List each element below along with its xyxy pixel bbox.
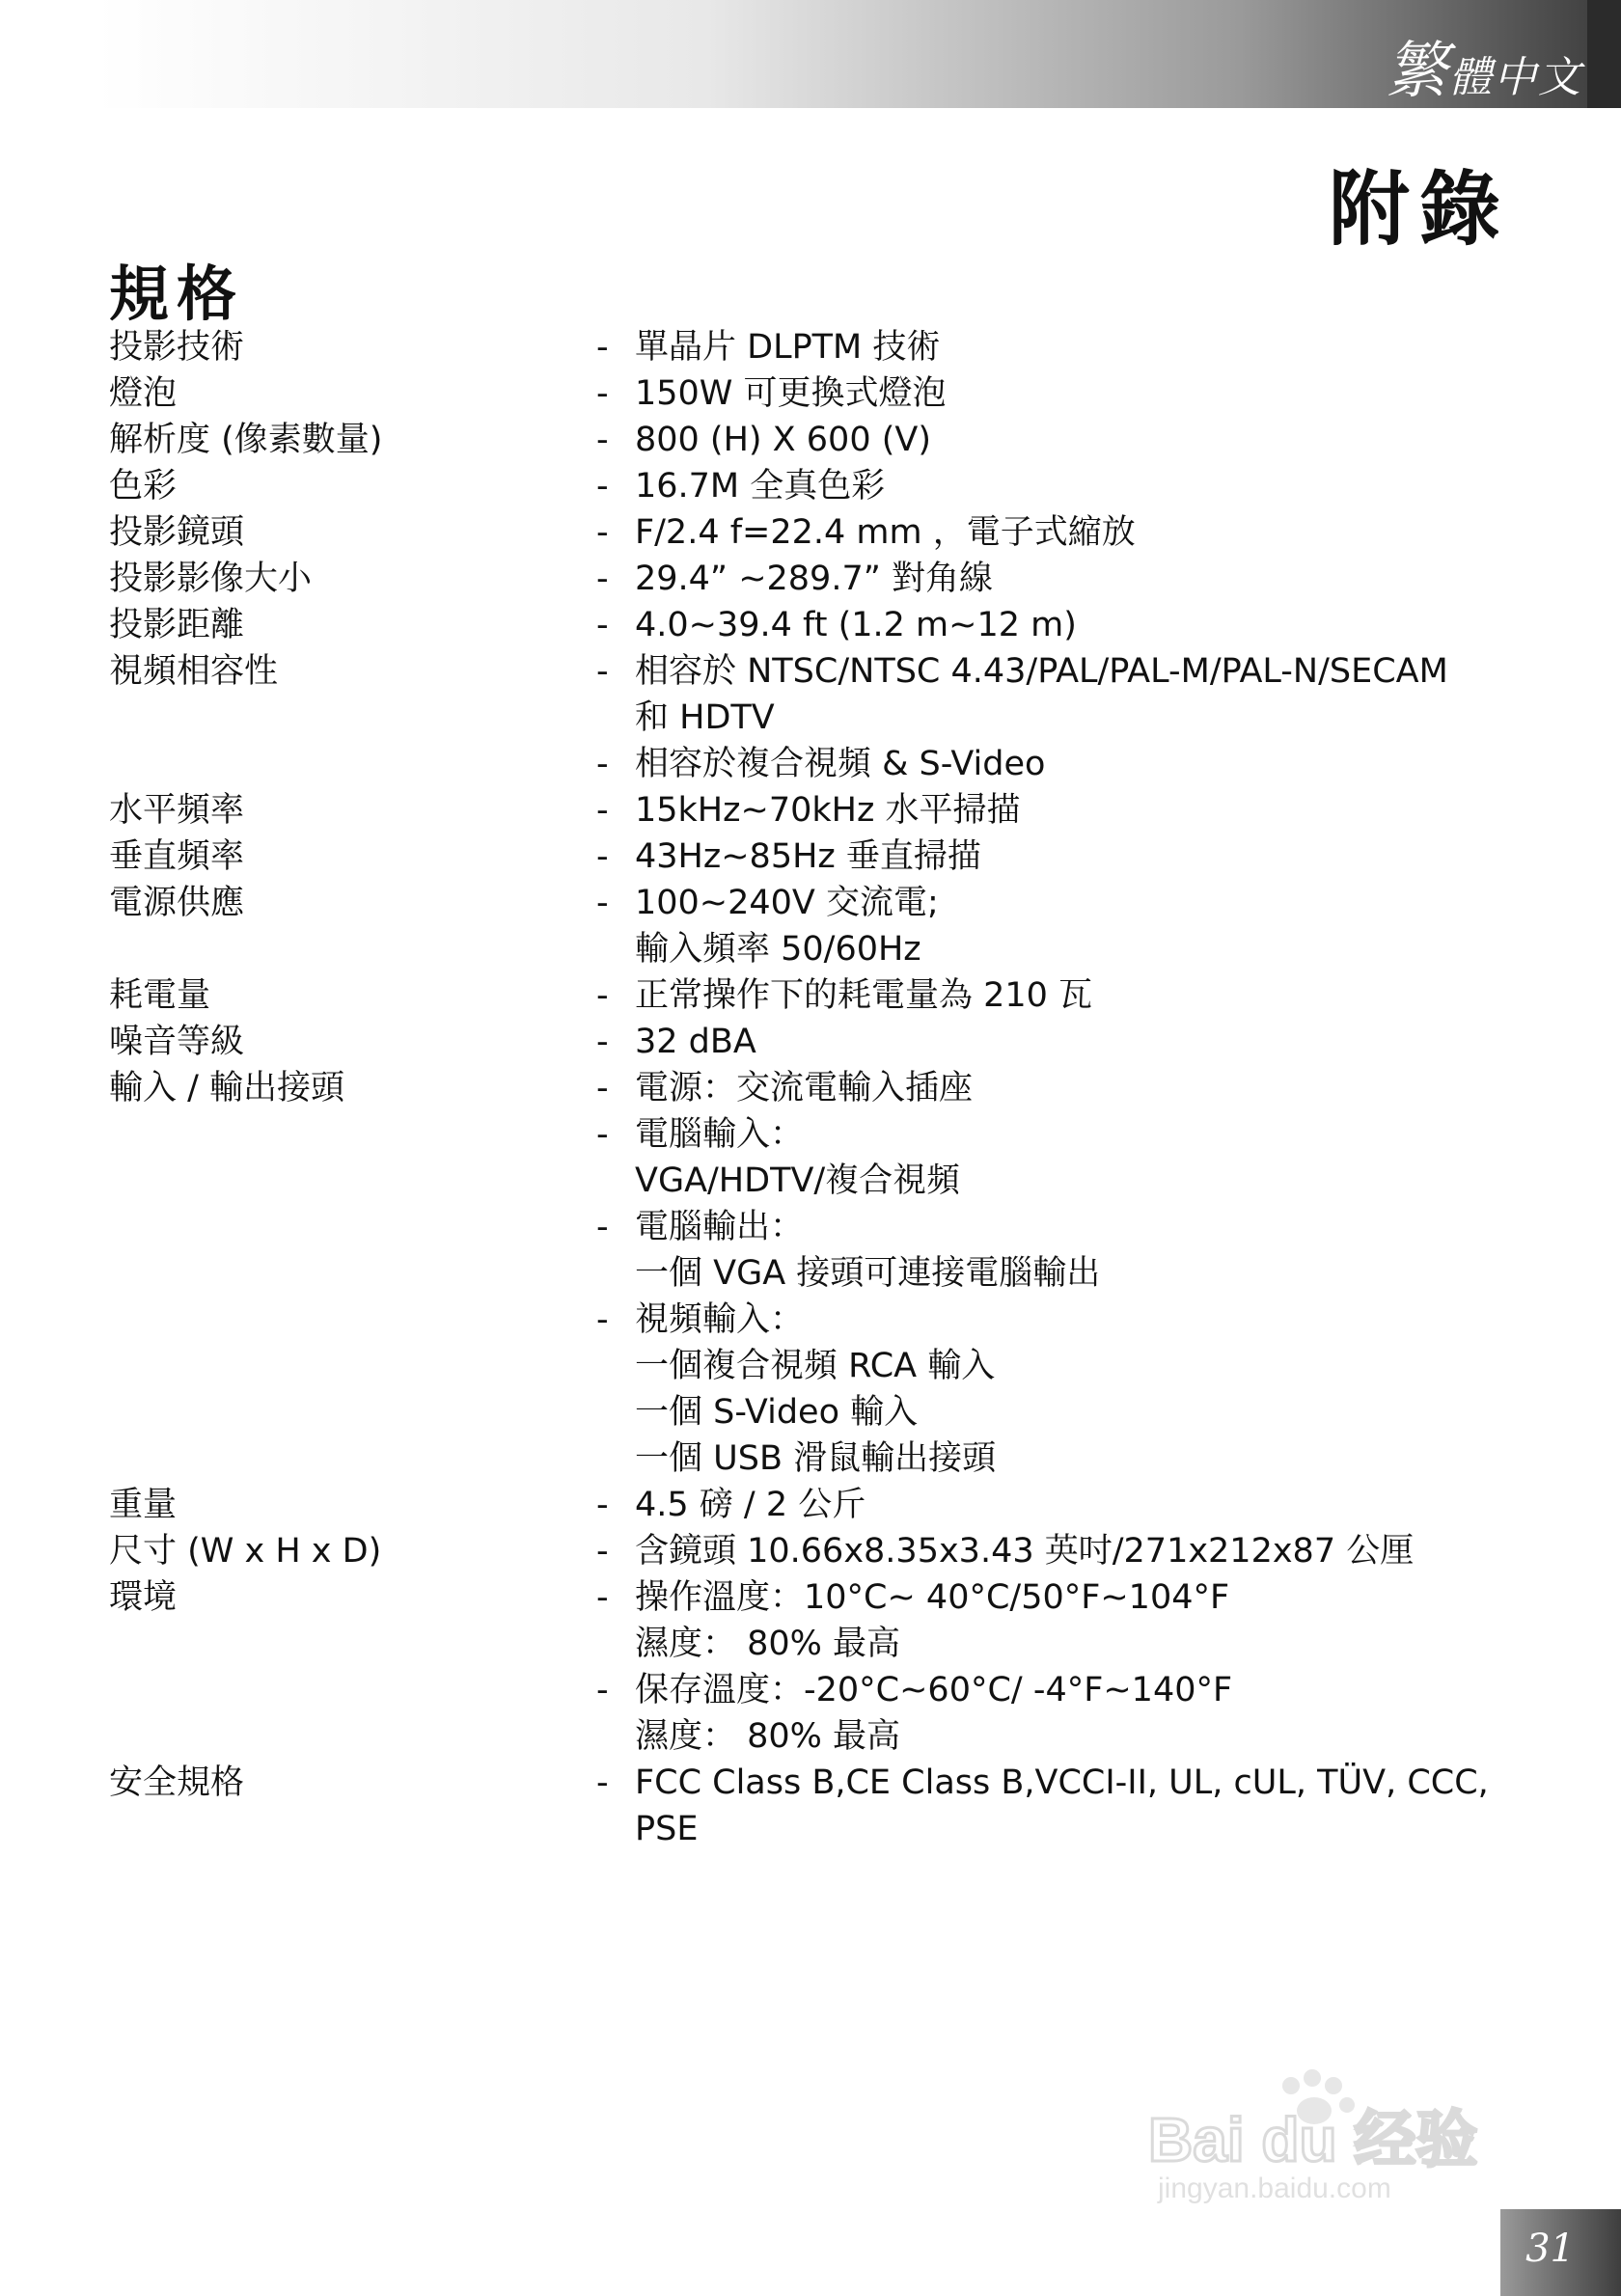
spec-value-text: 150W 可更換式燈泡 (635, 374, 947, 413)
spec-value-item (596, 1574, 1518, 1621)
spec-row (109, 1019, 1518, 1065)
spec-label: 噪音等級 (109, 1023, 245, 1061)
spec-label: 投影鏡頭 (109, 513, 245, 552)
spec-value-continuation: 一個 S-Video 輸入 (635, 1393, 919, 1432)
spec-row (109, 370, 1518, 417)
spec-row (109, 1065, 1518, 1482)
spec-label: 解析度 (像素數量) (109, 421, 383, 459)
spec-row (109, 1574, 1518, 1760)
dash-marker: - (596, 1115, 609, 1154)
spec-value-text: 單晶片 DLPTM 技術 (635, 328, 941, 367)
spec-label: 輸入 / 輸出接頭 (109, 1069, 345, 1107)
dash-marker: - (596, 1763, 609, 1802)
dash-marker: - (596, 467, 609, 506)
spec-value-text: 43Hz~85Hz 垂直掃描 (635, 837, 981, 876)
spec-value-text: 4.5 磅 / 2 公斤 (635, 1486, 866, 1524)
spec-values (596, 880, 1518, 972)
spec-value-text: 電腦輸出： (635, 1208, 805, 1246)
spec-value-text: 相容於 NTSC/NTSC 4.43/PAL/PAL-M/PAL-N/SECAM (635, 652, 1448, 691)
spec-value-continuation: 一個 VGA 接頭可連接電腦輸出 (635, 1254, 1101, 1293)
spec-value-text: 電源：交流電輸入插座 (635, 1069, 974, 1107)
spec-value-text: 操作溫度：10°C~ 40°C/50°F~104°F (635, 1578, 1230, 1617)
spec-row (109, 834, 1518, 880)
spec-values (596, 370, 1518, 417)
dash-marker: - (596, 1208, 609, 1246)
language-label (1386, 21, 1582, 110)
spec-value-item (596, 602, 1518, 648)
section-title: 規格 (109, 259, 245, 329)
dash-marker: - (596, 513, 609, 552)
appendix-title: 附錄 (1328, 162, 1510, 257)
dash-marker: - (596, 328, 609, 367)
spec-values (596, 1760, 1518, 1852)
spec-label: 重量 (109, 1486, 178, 1524)
spec-row (109, 602, 1518, 648)
spec-value-text: FCC Class B,CE Class B,VCCI-II, UL, cUL, TÜV, CCC, (635, 1763, 1489, 1802)
spec-values (596, 1528, 1518, 1574)
dash-marker: - (596, 1069, 609, 1107)
spec-values (596, 1019, 1518, 1065)
spec-row (109, 509, 1518, 556)
spec-value-text: 含鏡頭 10.66x8.35x3.43 英吋/271x212x87 公厘 (635, 1532, 1415, 1571)
spec-values (596, 648, 1518, 787)
spec-value-continuation: 和 HDTV (635, 698, 775, 737)
spec-value-text: 4.0~39.4 ft (1.2 m~12 m) (635, 606, 1077, 644)
dash-marker: - (596, 1023, 609, 1061)
dash-marker: - (596, 1671, 609, 1709)
spec-row (109, 1482, 1518, 1528)
spec-label: 色彩 (109, 467, 178, 506)
spec-value-item (596, 417, 1518, 463)
spec-values (596, 417, 1518, 463)
spec-value-item (596, 1019, 1518, 1065)
spec-value-text: 相容於複合視頻 & S-Video (635, 745, 1046, 783)
spec-label: 投影影像大小 (109, 560, 313, 598)
spec-label: 投影技術 (109, 328, 245, 367)
spec-value-item (596, 1111, 1518, 1158)
spec-row (109, 1528, 1518, 1574)
spec-row (109, 880, 1518, 972)
spec-label: 視頻相容性 (109, 652, 279, 691)
dash-marker: - (596, 374, 609, 413)
dash-marker: - (596, 745, 609, 783)
spec-values (596, 787, 1518, 834)
spec-row (109, 1760, 1518, 1852)
watermark-url: jingyan.baidu.com (1158, 2173, 1391, 2204)
spec-value-continuation: 濕度： 80% 最高 (635, 1625, 901, 1663)
spec-value-item (596, 1760, 1518, 1806)
spec-label: 電源供應 (109, 884, 245, 922)
spec-value-continuation: 輸入頻率 50/60Hz (635, 930, 921, 969)
page-number: 31 (1525, 2227, 1575, 2271)
spec-label: 安全規格 (109, 1763, 245, 1802)
spec-value-text: 16.7M 全真色彩 (635, 467, 886, 506)
spec-value-text: 29.4” ~289.7” 對角線 (635, 560, 993, 598)
dash-marker: - (596, 1300, 609, 1339)
spec-value-item (596, 509, 1518, 556)
spec-value-item (596, 463, 1518, 509)
spec-value-item (596, 1482, 1518, 1528)
spec-values (596, 463, 1518, 509)
spec-value-item (596, 324, 1518, 370)
dash-marker: - (596, 791, 609, 830)
spec-values (596, 324, 1518, 370)
spec-row (109, 972, 1518, 1019)
spec-values (596, 1065, 1518, 1482)
spec-table (109, 324, 1518, 1852)
spec-values (596, 834, 1518, 880)
spec-values (596, 509, 1518, 556)
spec-row (109, 648, 1518, 787)
watermark (1148, 2064, 1534, 2209)
spec-value-continuation: 一個複合視頻 RCA 輸入 (635, 1347, 996, 1385)
spec-values (596, 556, 1518, 602)
spec-value-item (596, 1528, 1518, 1574)
spec-label: 尺寸 (W x H x D) (109, 1532, 382, 1571)
spec-value-text: 800 (H) X 600 (V) (635, 421, 931, 459)
dash-marker: - (596, 976, 609, 1015)
spec-label: 燈泡 (109, 374, 178, 413)
spec-value-item (596, 1065, 1518, 1111)
spec-row (109, 324, 1518, 370)
dash-marker: - (596, 560, 609, 598)
dash-marker: - (596, 1486, 609, 1524)
dash-marker: - (596, 1532, 609, 1571)
spec-value-text: 100~240V 交流電; (635, 884, 939, 922)
spec-value-item (596, 648, 1518, 695)
dash-marker: - (596, 837, 609, 876)
spec-row (109, 556, 1518, 602)
language-label-first: 繁 (1386, 36, 1449, 107)
spec-value-continuation: 一個 USB 滑鼠輸出接頭 (635, 1439, 997, 1478)
dash-marker: - (596, 421, 609, 459)
spec-value-text: 視頻輸入： (635, 1300, 805, 1339)
spec-value-item (596, 556, 1518, 602)
spec-value-text: 保存溫度：-20°C~60°C/ -4°F~140°F (635, 1671, 1233, 1709)
spec-label: 垂直頻率 (109, 837, 245, 876)
spec-value-item (596, 1204, 1518, 1250)
dash-marker: - (596, 606, 609, 644)
spec-value-item (596, 1667, 1518, 1713)
spec-value-item (596, 1297, 1518, 1343)
spec-value-item (596, 787, 1518, 834)
spec-values (596, 602, 1518, 648)
spec-value-item (596, 834, 1518, 880)
dash-marker: - (596, 884, 609, 922)
spec-label: 水平頻率 (109, 791, 245, 830)
dash-marker: - (596, 1578, 609, 1617)
spec-value-text: 正常操作下的耗電量為 210 瓦 (635, 976, 1093, 1015)
spec-value-continuation: VGA/HDTV/複合視頻 (635, 1162, 961, 1200)
spec-values (596, 972, 1518, 1019)
spec-value-item (596, 880, 1518, 926)
spec-value-item (596, 370, 1518, 417)
spec-values (596, 1482, 1518, 1528)
spec-label: 投影距離 (109, 606, 245, 644)
spec-row (109, 787, 1518, 834)
spec-values (596, 1574, 1518, 1760)
spec-value-text: 15kHz~70kHz 水平掃描 (635, 791, 1021, 830)
language-label-rest: 體中文 (1449, 53, 1582, 102)
spec-value-text: 電腦輸入： (635, 1115, 805, 1154)
dash-marker: - (596, 652, 609, 691)
spec-label: 耗電量 (109, 976, 211, 1015)
spec-value-continuation: 濕度： 80% 最高 (635, 1717, 901, 1756)
spec-value-text: 32 dBA (635, 1023, 756, 1061)
spec-row (109, 417, 1518, 463)
header-band-edge (1587, 0, 1621, 108)
spec-value-text: F/2.4 f=22.4 mm ，電子式縮放 (635, 513, 1136, 552)
spec-label: 環境 (109, 1578, 178, 1617)
spec-value-item (596, 741, 1518, 787)
watermark-brand: Bai du 经验 (1148, 2105, 1478, 2174)
spec-row (109, 463, 1518, 509)
spec-value-item (596, 972, 1518, 1019)
spec-value-continuation: PSE (635, 1810, 699, 1848)
